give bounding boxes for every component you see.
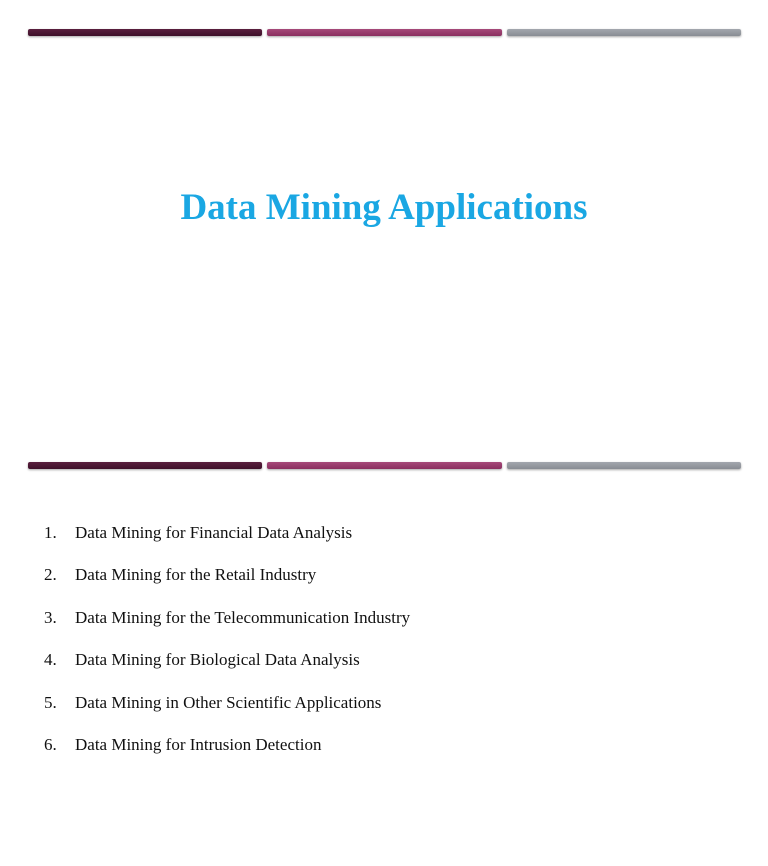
decor-bar-plum [28, 462, 262, 469]
top-decorative-bars [28, 29, 741, 36]
decor-bar-magenta [267, 462, 501, 469]
bottom-decorative-bars [28, 462, 741, 469]
list-item-number: 5. [44, 692, 57, 712]
applications-list [42, 523, 410, 777]
list-item-number: 3. [44, 607, 57, 627]
decor-bar-gray [507, 29, 741, 36]
list-item-text: Data Mining for Financial Data Analysis [75, 523, 353, 542]
list-item-number: 6. [44, 734, 57, 754]
list-item-number: 2. [44, 565, 57, 585]
list-item-number: 1. [44, 523, 57, 542]
list-item-text: Data Mining for Biological Data Analysis [75, 650, 360, 670]
list-item [42, 565, 410, 607]
decor-bar-magenta [267, 29, 501, 36]
list-item [42, 693, 410, 735]
list-item [42, 735, 410, 777]
list-item-text: Data Mining in Other Scientific Applications [75, 692, 382, 712]
decor-bar-plum [28, 29, 262, 36]
decor-bar-gray [507, 462, 741, 469]
list-item-text: Data Mining for the Retail Industry [75, 565, 317, 585]
list-item [42, 523, 410, 565]
list-item-number: 4. [44, 650, 57, 670]
list-item [42, 608, 410, 650]
slide-title: Data Mining Applications [180, 187, 588, 228]
list-item-text: Data Mining for the Telecommunication Industry [75, 607, 411, 627]
list-item [42, 650, 410, 692]
list-item-text: Data Mining for Intrusion Detection [75, 734, 322, 754]
